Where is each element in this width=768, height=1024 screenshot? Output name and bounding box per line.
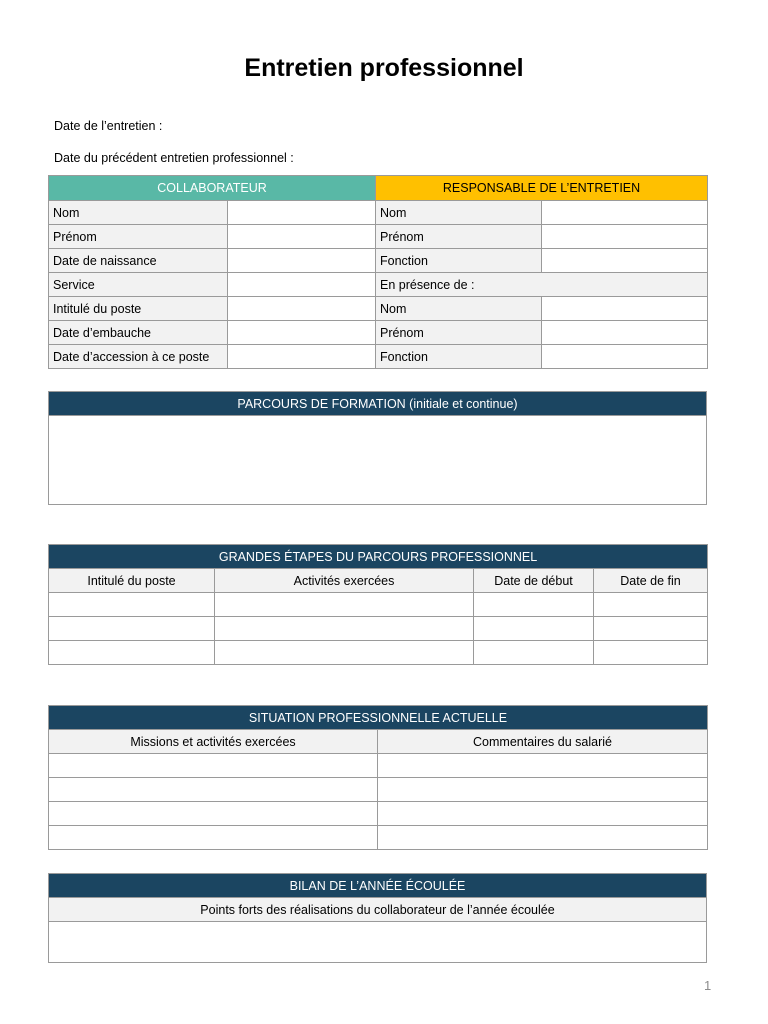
previous-interview-date-label: Date du précédent entretien professionnel : [54,151,294,165]
situation-cell[interactable] [49,802,378,826]
situation-cell[interactable] [49,754,378,778]
collaborator-header: COLLABORATEUR [49,176,376,201]
collab-input-hire-date[interactable] [228,321,376,345]
page-number: 1 [704,978,712,993]
table-row [49,593,708,617]
situation-cell[interactable] [378,826,708,850]
collab-input-prenom[interactable] [228,225,376,249]
career-table [48,544,708,665]
resp-label-prenom: Prénom [376,225,542,249]
career-col-job-title: Intitulé du poste [49,569,215,593]
identity-table [48,175,708,369]
interview-date-label: Date de l’entretien : [54,119,163,133]
career-header: GRANDES ÉTAPES DU PARCOURS PROFESSIONNEL [49,545,708,569]
review-text-area[interactable] [49,922,707,963]
collab-label-job-title: Intitulé du poste [49,297,228,321]
career-col-activities: Activités exercées [215,569,474,593]
table-row [49,617,708,641]
resp-input-fonction[interactable] [542,249,708,273]
career-cell[interactable] [215,617,474,641]
training-header: PARCOURS DE FORMATION (initiale et continue) [49,392,707,416]
review-table [48,873,707,963]
collab-label-hire-date: Date d’embauche [49,321,228,345]
collab-label-prenom: Prénom [49,225,228,249]
table-row [49,754,708,778]
collab-input-position-date[interactable] [228,345,376,369]
career-col-end-date: Date de fin [594,569,708,593]
review-subheader: Points forts des réalisations du collaborateur de l’année écoulée [49,898,707,922]
presence-label-fonction: Fonction [376,345,542,369]
career-cell[interactable] [215,593,474,617]
career-cell[interactable] [474,593,594,617]
resp-input-nom[interactable] [542,201,708,225]
situation-col-comments: Commentaires du salarié [378,730,708,754]
table-row [49,826,708,850]
presence-input-fonction[interactable] [542,345,708,369]
situation-cell[interactable] [378,754,708,778]
career-cell[interactable] [474,641,594,665]
career-cell[interactable] [594,641,708,665]
presence-label: En présence de : [376,273,708,297]
situation-cell[interactable] [378,778,708,802]
collab-input-service[interactable] [228,273,376,297]
collab-input-job-title[interactable] [228,297,376,321]
career-cell[interactable] [594,593,708,617]
manager-header: RESPONSABLE DE L’ENTRETIEN [376,176,708,201]
situation-cell[interactable] [378,802,708,826]
career-cell[interactable] [474,617,594,641]
table-row [49,778,708,802]
collab-label-position-date: Date d’accession à ce poste [49,345,228,369]
career-cell[interactable] [49,641,215,665]
situation-cell[interactable] [49,826,378,850]
current-situation-header: SITUATION PROFESSIONNELLE ACTUELLE [49,706,708,730]
collab-input-nom[interactable] [228,201,376,225]
training-table [48,391,707,505]
career-col-start-date: Date de début [474,569,594,593]
situation-cell[interactable] [49,778,378,802]
situation-col-missions: Missions et activités exercées [49,730,378,754]
career-cell[interactable] [215,641,474,665]
current-situation-table [48,705,708,850]
collab-input-birthdate[interactable] [228,249,376,273]
resp-label-nom: Nom [376,201,542,225]
presence-label-nom: Nom [376,297,542,321]
table-row [49,641,708,665]
career-cell[interactable] [49,593,215,617]
presence-input-prenom[interactable] [542,321,708,345]
training-text-area[interactable] [49,416,707,505]
collab-label-service: Service [49,273,228,297]
career-cell[interactable] [594,617,708,641]
table-row [49,802,708,826]
resp-input-prenom[interactable] [542,225,708,249]
presence-input-nom[interactable] [542,297,708,321]
career-cell[interactable] [49,617,215,641]
collab-label-nom: Nom [49,201,228,225]
presence-label-prenom: Prénom [376,321,542,345]
resp-label-fonction: Fonction [376,249,542,273]
page-title: Entretien professionnel [244,54,524,82]
review-header: BILAN DE L’ANNÉE ÉCOULÉE [49,874,707,898]
collab-label-birthdate: Date de naissance [49,249,228,273]
